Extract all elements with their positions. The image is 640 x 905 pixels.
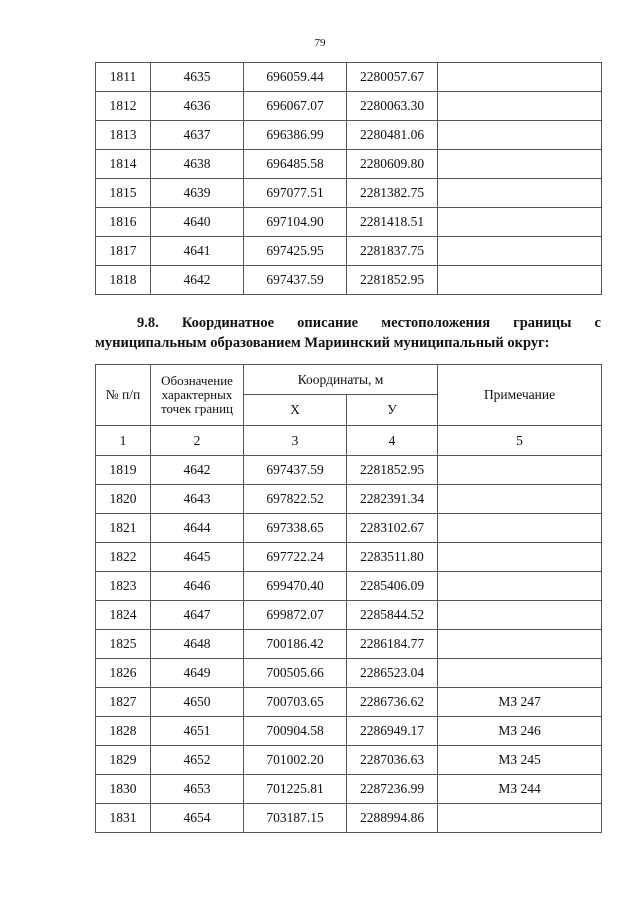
table-cell: 1831 bbox=[96, 804, 151, 833]
table-row bbox=[96, 601, 602, 630]
column-number: 2 bbox=[151, 426, 244, 456]
table-cell: 2280063.30 bbox=[347, 92, 438, 121]
table-cell: 2285406.09 bbox=[347, 572, 438, 601]
table-cell: МЗ 246 bbox=[438, 717, 602, 746]
table-cell: 701002.20 bbox=[244, 746, 347, 775]
table-cell: 4642 bbox=[151, 456, 244, 485]
coordinates-table bbox=[95, 364, 602, 833]
table-cell: 4653 bbox=[151, 775, 244, 804]
table-cell: 2286736.62 bbox=[347, 688, 438, 717]
table-cell: 1816 bbox=[96, 208, 151, 237]
table-cell bbox=[438, 630, 602, 659]
table-cell: 696059.44 bbox=[244, 63, 347, 92]
page-number: 79 bbox=[314, 37, 326, 49]
table-cell: 1829 bbox=[96, 746, 151, 775]
table-cell bbox=[438, 63, 602, 92]
table-cell: 2287236.99 bbox=[347, 775, 438, 804]
table-cell: 4652 bbox=[151, 746, 244, 775]
table-cell: 4642 bbox=[151, 266, 244, 295]
table-cell: 697437.59 bbox=[244, 456, 347, 485]
table-row bbox=[96, 485, 602, 514]
table-cell bbox=[438, 266, 602, 295]
heading-word: местоположения bbox=[381, 315, 491, 331]
table-cell: 1814 bbox=[96, 150, 151, 179]
heading-word: границы bbox=[513, 315, 572, 331]
column-number: 4 bbox=[347, 426, 438, 456]
table-cell bbox=[438, 179, 602, 208]
table-cell: 1813 bbox=[96, 121, 151, 150]
table-cell: 696067.07 bbox=[244, 92, 347, 121]
table-cell bbox=[438, 92, 602, 121]
table-cell: 2281418.51 bbox=[347, 208, 438, 237]
table-cell bbox=[438, 150, 602, 179]
header-note: Примечание bbox=[438, 365, 602, 426]
table-cell: 697822.52 bbox=[244, 485, 347, 514]
heading-line-1 bbox=[95, 313, 601, 333]
heading-word: Координатное bbox=[181, 315, 275, 331]
table-cell: 700186.42 bbox=[244, 630, 347, 659]
table-cell: 699872.07 bbox=[244, 601, 347, 630]
table-cell: 2280057.67 bbox=[347, 63, 438, 92]
table-row bbox=[96, 775, 602, 804]
table-cell bbox=[438, 208, 602, 237]
table-cell: 2285844.52 bbox=[347, 601, 438, 630]
table-cell: МЗ 245 bbox=[438, 746, 602, 775]
table-row bbox=[96, 688, 602, 717]
table-cell: 1826 bbox=[96, 659, 151, 688]
table-cell bbox=[438, 485, 602, 514]
table-cell: 2288994.86 bbox=[347, 804, 438, 833]
table-cell: 4645 bbox=[151, 543, 244, 572]
table-row bbox=[96, 659, 602, 688]
table-cell: 1828 bbox=[96, 717, 151, 746]
table-cell bbox=[438, 543, 602, 572]
table-cell: 2281837.75 bbox=[347, 237, 438, 266]
table-cell: 4654 bbox=[151, 804, 244, 833]
table-row bbox=[96, 63, 602, 92]
table-cell: 1823 bbox=[96, 572, 151, 601]
table-cell: 4638 bbox=[151, 150, 244, 179]
table-cell: 1827 bbox=[96, 688, 151, 717]
table-cell: 697722.24 bbox=[244, 543, 347, 572]
table-cell: 4643 bbox=[151, 485, 244, 514]
table-cell: 1822 bbox=[96, 543, 151, 572]
heading-line-2: муниципальным образованием Мариинский муниципальный округ: bbox=[95, 335, 550, 351]
table-cell: 4636 bbox=[151, 92, 244, 121]
heading-word: описание bbox=[297, 315, 359, 331]
table-row bbox=[96, 266, 602, 295]
table-cell: 2281852.95 bbox=[347, 456, 438, 485]
header-y: У bbox=[347, 395, 438, 426]
table-cell bbox=[438, 121, 602, 150]
table-row bbox=[96, 717, 602, 746]
table-cell: 2286523.04 bbox=[347, 659, 438, 688]
heading-word: с bbox=[594, 315, 601, 331]
table-cell: 2281382.75 bbox=[347, 179, 438, 208]
table-cell bbox=[438, 237, 602, 266]
table-cell: 697437.59 bbox=[244, 266, 347, 295]
table-cell bbox=[438, 659, 602, 688]
table-cell: 1815 bbox=[96, 179, 151, 208]
table-cell: 2286949.17 bbox=[347, 717, 438, 746]
table-cell: 4641 bbox=[151, 237, 244, 266]
table-cell: 4648 bbox=[151, 630, 244, 659]
table-cell: 1820 bbox=[96, 485, 151, 514]
table-row bbox=[96, 630, 602, 659]
table-cell: 2281852.95 bbox=[347, 266, 438, 295]
table-row bbox=[96, 121, 602, 150]
table-cell: 697338.65 bbox=[244, 514, 347, 543]
table-cell: МЗ 244 bbox=[438, 775, 602, 804]
table-cell: 4651 bbox=[151, 717, 244, 746]
table-cell: 2280481.06 bbox=[347, 121, 438, 150]
table-cell bbox=[438, 601, 602, 630]
column-number: 5 bbox=[438, 426, 602, 456]
table-cell: 1811 bbox=[96, 63, 151, 92]
table-row bbox=[96, 514, 602, 543]
table-cell: 699470.40 bbox=[244, 572, 347, 601]
table-cell: 4646 bbox=[151, 572, 244, 601]
table-cell: 1830 bbox=[96, 775, 151, 804]
table-cell: 2287036.63 bbox=[347, 746, 438, 775]
table-cell: 4644 bbox=[151, 514, 244, 543]
column-number: 1 bbox=[96, 426, 151, 456]
coordinates-table-continued bbox=[95, 62, 602, 295]
table-row bbox=[96, 746, 602, 775]
table-cell: 700703.65 bbox=[244, 688, 347, 717]
table-row bbox=[96, 572, 602, 601]
table-cell: 1817 bbox=[96, 237, 151, 266]
table-cell: 4649 bbox=[151, 659, 244, 688]
table-cell bbox=[438, 804, 602, 833]
table-cell: 1819 bbox=[96, 456, 151, 485]
table-cell: 697104.90 bbox=[244, 208, 347, 237]
table-row bbox=[96, 543, 602, 572]
table-cell: 697425.95 bbox=[244, 237, 347, 266]
table-cell: 1824 bbox=[96, 601, 151, 630]
table-cell: 4640 bbox=[151, 208, 244, 237]
column-number: 3 bbox=[244, 426, 347, 456]
table-row bbox=[96, 804, 602, 833]
table-cell: 697077.51 bbox=[244, 179, 347, 208]
table-cell: 4647 bbox=[151, 601, 244, 630]
header-coords: Координаты, м bbox=[244, 365, 438, 395]
table-cell: 4635 bbox=[151, 63, 244, 92]
table-cell: 2282391.34 bbox=[347, 485, 438, 514]
header-num: № п/п bbox=[96, 365, 151, 426]
table-cell: 700904.58 bbox=[244, 717, 347, 746]
table-row bbox=[96, 237, 602, 266]
table-cell bbox=[438, 514, 602, 543]
table-cell: 696485.58 bbox=[244, 150, 347, 179]
table-cell bbox=[438, 572, 602, 601]
heading-word: 9.8. bbox=[137, 315, 159, 331]
table-row bbox=[96, 92, 602, 121]
table-cell: 696386.99 bbox=[244, 121, 347, 150]
table-cell: МЗ 247 bbox=[438, 688, 602, 717]
table-cell: 2280609.80 bbox=[347, 150, 438, 179]
table-cell: 4650 bbox=[151, 688, 244, 717]
table-cell: 2283511.80 bbox=[347, 543, 438, 572]
table-cell: 1818 bbox=[96, 266, 151, 295]
table-cell: 700505.66 bbox=[244, 659, 347, 688]
table-cell: 1812 bbox=[96, 92, 151, 121]
table-cell: 4639 bbox=[151, 179, 244, 208]
table-cell: 1825 bbox=[96, 630, 151, 659]
table-cell: 4637 bbox=[151, 121, 244, 150]
table-cell: 701225.81 bbox=[244, 775, 347, 804]
table-cell bbox=[438, 456, 602, 485]
table-cell: 1821 bbox=[96, 514, 151, 543]
header-designation: Обозначение характерных точек границ bbox=[151, 365, 244, 426]
table-cell: 703187.15 bbox=[244, 804, 347, 833]
table-cell: 2286184.77 bbox=[347, 630, 438, 659]
table-row bbox=[96, 179, 602, 208]
table-cell: 2283102.67 bbox=[347, 514, 438, 543]
table-row bbox=[96, 456, 602, 485]
table-row bbox=[96, 208, 602, 237]
header-x: Х bbox=[244, 395, 347, 426]
section-heading bbox=[95, 313, 601, 353]
table-row bbox=[96, 150, 602, 179]
